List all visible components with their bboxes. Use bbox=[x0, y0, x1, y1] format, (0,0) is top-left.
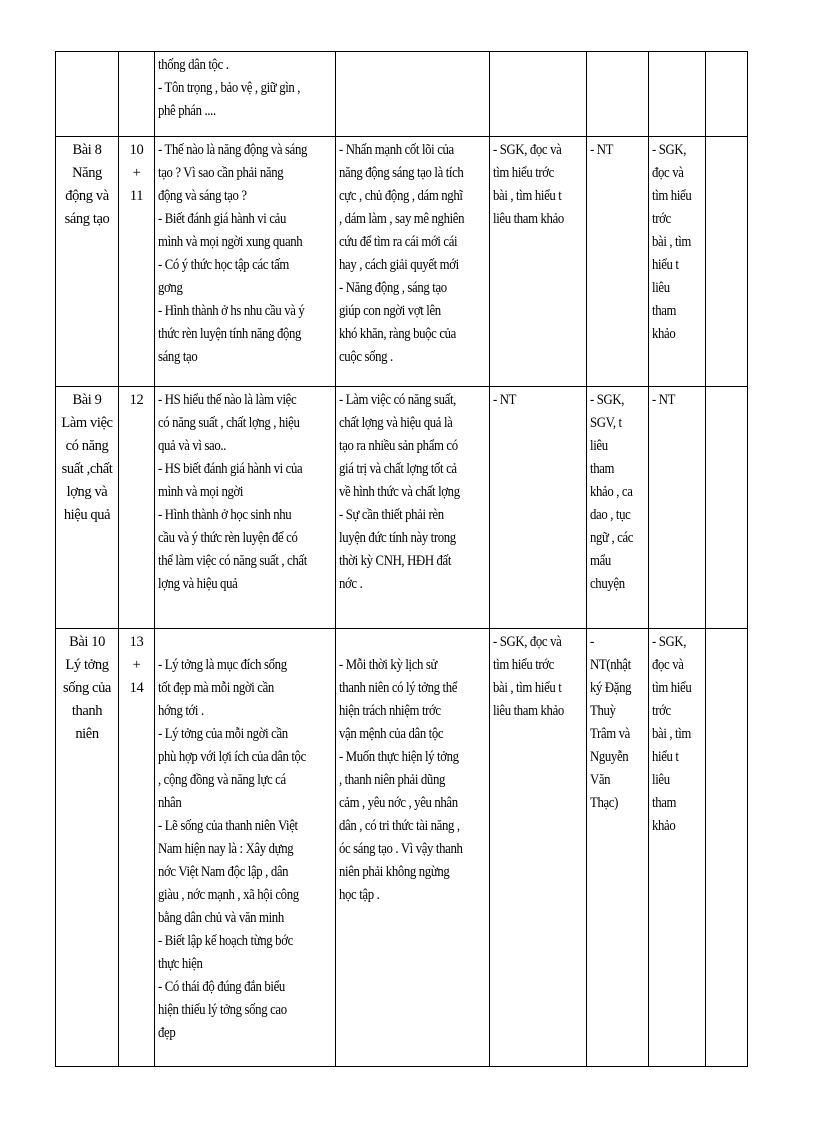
lesson-name-cell-text: Bài 9 Làm việc có năng suất ,chất lợng và hiệu quả bbox=[61, 392, 113, 523]
cell-line: thống dân tộc . bbox=[158, 57, 229, 73]
cell-line: óc sáng tạo . Vì vậy thanh bbox=[339, 841, 463, 857]
cell-line: giàu , nớc mạnh , xã hội công bbox=[158, 887, 299, 903]
content-cell-lines bbox=[339, 139, 464, 369]
cell-line: thể làm việc có năng suất , chất bbox=[158, 553, 307, 569]
student-prep-cell bbox=[587, 137, 649, 387]
cell-line: bằng dân chủ và văn minh bbox=[158, 910, 284, 926]
cell-line: liêu bbox=[652, 772, 670, 788]
cell-line: hiện thiếu lý tởng sống cao bbox=[158, 1002, 287, 1018]
content-cell bbox=[336, 137, 490, 387]
content-cell bbox=[336, 387, 490, 629]
cell-line: Thạc) bbox=[590, 795, 618, 811]
cell-line: - NT bbox=[590, 142, 614, 158]
table-body bbox=[56, 52, 748, 1067]
cell-line: chất lợng và hiệu quả là bbox=[339, 415, 453, 431]
cell-line: bài , tìm hiểu t bbox=[493, 188, 562, 204]
lesson-name-cell bbox=[56, 387, 119, 629]
cell-line: thanh niên có lý tởng thể bbox=[339, 680, 458, 696]
teacher-prep-cell bbox=[490, 52, 587, 137]
cell-line: Văn bbox=[590, 772, 611, 788]
cell-line: tham bbox=[590, 461, 615, 477]
student-prep-cell-lines bbox=[590, 631, 631, 815]
cell-line: đọc và bbox=[652, 165, 684, 181]
lesson-plan-table bbox=[55, 51, 748, 1067]
teacher-prep-cell bbox=[490, 387, 587, 629]
cell-line: cuộc sống . bbox=[339, 349, 393, 365]
student-prep-cell bbox=[587, 629, 649, 1067]
cell-line: cực , chủ động , dám nghĩ bbox=[339, 188, 463, 204]
cell-line: chuyện bbox=[590, 576, 625, 592]
cell-line: - SGK, đọc và bbox=[493, 634, 562, 650]
materials-cell bbox=[649, 387, 706, 629]
table-row bbox=[56, 629, 748, 1067]
cell-line: bài , tìm hiểu t bbox=[493, 680, 562, 696]
cell-line: - Hình thành ở hs nhu cầu và ý bbox=[158, 303, 305, 319]
cell-line: , cộng đồng và năng lực cá bbox=[158, 772, 286, 788]
cell-line: gơng bbox=[158, 280, 183, 296]
teacher-prep-cell bbox=[490, 137, 587, 387]
cell-line: giúp con ngời vợt lên bbox=[339, 303, 441, 319]
cell-line: - Lý tởng của mỗi ngời cần bbox=[158, 726, 288, 742]
cell-line: - Nhấn mạnh cốt lõi của bbox=[339, 142, 454, 158]
cell-line: - SGK, bbox=[652, 634, 687, 650]
cell-line: đẹp bbox=[158, 1025, 176, 1041]
period-cell bbox=[119, 137, 155, 387]
notes-cell bbox=[706, 137, 748, 387]
objectives-cell-lines bbox=[158, 139, 307, 369]
cell-line: tìm hiểu bbox=[652, 188, 692, 204]
objectives-cell-lines bbox=[158, 54, 300, 123]
cell-line: - SGK, bbox=[590, 392, 625, 408]
table-row bbox=[56, 387, 748, 629]
notes-cell bbox=[706, 629, 748, 1067]
cell-line: - Làm việc có năng suất, bbox=[339, 392, 456, 408]
materials-cell-lines bbox=[652, 139, 691, 346]
materials-cell-lines bbox=[652, 631, 691, 838]
cell-line: - Biết đánh giá hành vi cảu bbox=[158, 211, 286, 227]
cell-line: Nguyễn bbox=[590, 749, 629, 765]
cell-line: cầu và ý thức rèn luyện để có bbox=[158, 530, 298, 546]
materials-cell bbox=[649, 52, 706, 137]
cell-line: phù hợp với lợi ích của dân tộc bbox=[158, 749, 306, 765]
cell-line: tìm hiểu bbox=[652, 680, 692, 696]
cell-line: trớc bbox=[652, 211, 671, 227]
cell-line: tham bbox=[652, 303, 677, 319]
cell-line: hiểu t bbox=[652, 257, 679, 273]
objectives-cell bbox=[155, 137, 336, 387]
student-prep-cell-lines bbox=[590, 139, 613, 162]
cell-line: - Sự cần thiết phải rèn bbox=[339, 507, 444, 523]
cell-line: tạo ? Vì sao cần phải năng bbox=[158, 165, 284, 181]
student-prep-cell bbox=[587, 52, 649, 137]
cell-line: thời kỳ CNH, HĐH đất bbox=[339, 553, 452, 569]
cell-line: , dám làm , say mê nghiên bbox=[339, 211, 465, 227]
content-cell-lines bbox=[339, 631, 463, 907]
cell-line bbox=[339, 631, 463, 654]
cell-line: mẩu bbox=[590, 553, 611, 569]
cell-line: NT(nhật bbox=[590, 657, 631, 673]
cell-line: tìm hiểu trớc bbox=[493, 657, 554, 673]
cell-line: tốt đẹp mà mỗi ngời cần bbox=[158, 680, 274, 696]
cell-line: Thuỳ bbox=[590, 703, 616, 719]
cell-line: cứu để tìm ra cái mới cái bbox=[339, 234, 458, 250]
cell-line: liêu tham khảo bbox=[493, 703, 564, 719]
cell-line: - Thế nào là năng động và sáng bbox=[158, 142, 308, 158]
materials-cell-lines bbox=[652, 389, 675, 412]
cell-line: động và sáng tạo ? bbox=[158, 188, 247, 204]
cell-line: khảo bbox=[652, 818, 676, 834]
cell-line: khảo bbox=[652, 326, 676, 342]
teacher-prep-cell-lines bbox=[493, 631, 564, 723]
table-row bbox=[56, 52, 748, 137]
cell-line: - NT bbox=[493, 392, 517, 408]
lesson-name-cell-text: Bài 8 Năng động và sáng tạo bbox=[64, 142, 110, 227]
objectives-cell bbox=[155, 629, 336, 1067]
cell-line: - Muốn thực hiện lý tởng bbox=[339, 749, 459, 765]
cell-line: thức rèn luyện tính năng động bbox=[158, 326, 302, 342]
period-cell-text: 13 + 14 bbox=[129, 634, 144, 696]
teacher-prep-cell-lines bbox=[493, 389, 516, 412]
objectives-cell-lines bbox=[158, 631, 306, 1045]
objectives-cell bbox=[155, 52, 336, 137]
cell-line: - Năng động , sáng tạo bbox=[339, 280, 447, 296]
period-cell bbox=[119, 52, 155, 137]
cell-line: học tập . bbox=[339, 887, 380, 903]
cell-line: tạo ra nhiều sản phẩm có bbox=[339, 438, 458, 454]
cell-line: niên phải không ngừng bbox=[339, 864, 450, 880]
table-row bbox=[56, 137, 748, 387]
cell-line: - Lẽ sống của thanh niên Việt bbox=[158, 818, 298, 834]
cell-line: mình và mọi ngời bbox=[158, 484, 244, 500]
cell-line: hiện trách nhiệm trớc bbox=[339, 703, 441, 719]
cell-line: mình và mọi ngời xung quanh bbox=[158, 234, 303, 250]
period-cell-text: 12 bbox=[129, 392, 144, 408]
cell-line: về hình thức và chất lợng bbox=[339, 484, 460, 500]
cell-line: - Biết lập kế hoạch từng bớc bbox=[158, 933, 293, 949]
cell-line: tham bbox=[652, 795, 677, 811]
student-prep-cell bbox=[587, 387, 649, 629]
cell-line: SGV, t bbox=[590, 415, 622, 431]
cell-line: phê phán .... bbox=[158, 103, 216, 119]
cell-line: lợng và hiệu quả bbox=[158, 576, 238, 592]
cell-line: vận mệnh của dân tộc bbox=[339, 726, 444, 742]
cell-line: - Mỗi thời kỳ lịch sử bbox=[339, 657, 438, 673]
cell-line: - SGK, bbox=[652, 142, 687, 158]
content-cell-lines bbox=[339, 389, 460, 596]
cell-line: - Lý tởng là mục đích sống bbox=[158, 657, 287, 673]
cell-line: đọc và bbox=[652, 657, 684, 673]
cell-line: tìm hiểu trớc bbox=[493, 165, 554, 181]
cell-line: liêu bbox=[590, 438, 608, 454]
cell-line: liêu bbox=[652, 280, 670, 296]
cell-line: Nam hiện nay là : Xây dựng bbox=[158, 841, 294, 857]
cell-line: Trâm và bbox=[590, 726, 630, 742]
cell-line: giá trị và chất lợng tốt cả bbox=[339, 461, 457, 477]
materials-cell bbox=[649, 137, 706, 387]
cell-line: nớc . bbox=[339, 576, 363, 592]
cell-line: - bbox=[590, 634, 594, 650]
cell-line: quả và vì sao.. bbox=[158, 438, 227, 454]
cell-line: ký Đặng bbox=[590, 680, 632, 696]
cell-line: liêu tham khảo bbox=[493, 211, 564, 227]
cell-line: bài , tìm bbox=[652, 234, 692, 250]
objectives-cell-lines bbox=[158, 389, 307, 596]
materials-cell bbox=[649, 629, 706, 1067]
cell-line: trớc bbox=[652, 703, 671, 719]
period-cell bbox=[119, 387, 155, 629]
cell-line: - Có thái độ đúng đắn biểu bbox=[158, 979, 285, 995]
objectives-cell bbox=[155, 387, 336, 629]
cell-line: , thanh niên phải dũng bbox=[339, 772, 446, 788]
lesson-name-cell-text: Bài 10 Lý tởng sống của thanh niên bbox=[63, 634, 111, 742]
cell-line: - Có ý thức học tập các tấm bbox=[158, 257, 289, 273]
cell-line: nhân bbox=[158, 795, 182, 811]
cell-line bbox=[158, 631, 306, 654]
period-cell bbox=[119, 629, 155, 1067]
cell-line: thực hiện bbox=[158, 956, 203, 972]
lesson-name-cell bbox=[56, 137, 119, 387]
notes-cell bbox=[706, 387, 748, 629]
cell-line: dao , tục bbox=[590, 507, 631, 523]
cell-line: khảo , ca bbox=[590, 484, 633, 500]
lesson-name-cell bbox=[56, 629, 119, 1067]
teacher-prep-cell bbox=[490, 629, 587, 1067]
notes-cell bbox=[706, 52, 748, 137]
cell-line: nớc Việt Nam độc lập , dân bbox=[158, 864, 289, 880]
teacher-prep-cell-lines bbox=[493, 139, 564, 231]
cell-line: năng động sáng tạo là tích bbox=[339, 165, 464, 181]
cell-line: - NT bbox=[652, 392, 676, 408]
cell-line: sáng tạo bbox=[158, 349, 198, 365]
student-prep-cell-lines bbox=[590, 389, 633, 596]
content-cell bbox=[336, 52, 490, 137]
cell-line: dân , có tri thức tài năng , bbox=[339, 818, 460, 834]
cell-line: - SGK, đọc và bbox=[493, 142, 562, 158]
cell-line: có năng suất , chất lợng , hiệu bbox=[158, 415, 300, 431]
cell-line: hay , cách giải quyết mới bbox=[339, 257, 459, 273]
cell-line: - HS hiểu thế nào là làm việc bbox=[158, 392, 297, 408]
cell-line: khó khăn, ràng buộc của bbox=[339, 326, 456, 342]
cell-line: ngữ , các bbox=[590, 530, 634, 546]
cell-line: hiểu t bbox=[652, 749, 679, 765]
lesson-name-cell bbox=[56, 52, 119, 137]
cell-line: - Hình thành ở học sinh nhu bbox=[158, 507, 292, 523]
period-cell-text: 10 + 11 bbox=[129, 142, 144, 204]
cell-line: - HS biết đánh giá hành vi của bbox=[158, 461, 303, 477]
cell-line: - Tôn trọng , bảo vệ , giữ gìn , bbox=[158, 80, 301, 96]
cell-line: bài , tìm bbox=[652, 726, 692, 742]
cell-line: hớng tới . bbox=[158, 703, 204, 719]
cell-line: luyện đức tính này trong bbox=[339, 530, 456, 546]
cell-line: cảm , yêu nớc , yêu nhân bbox=[339, 795, 458, 811]
content-cell bbox=[336, 629, 490, 1067]
